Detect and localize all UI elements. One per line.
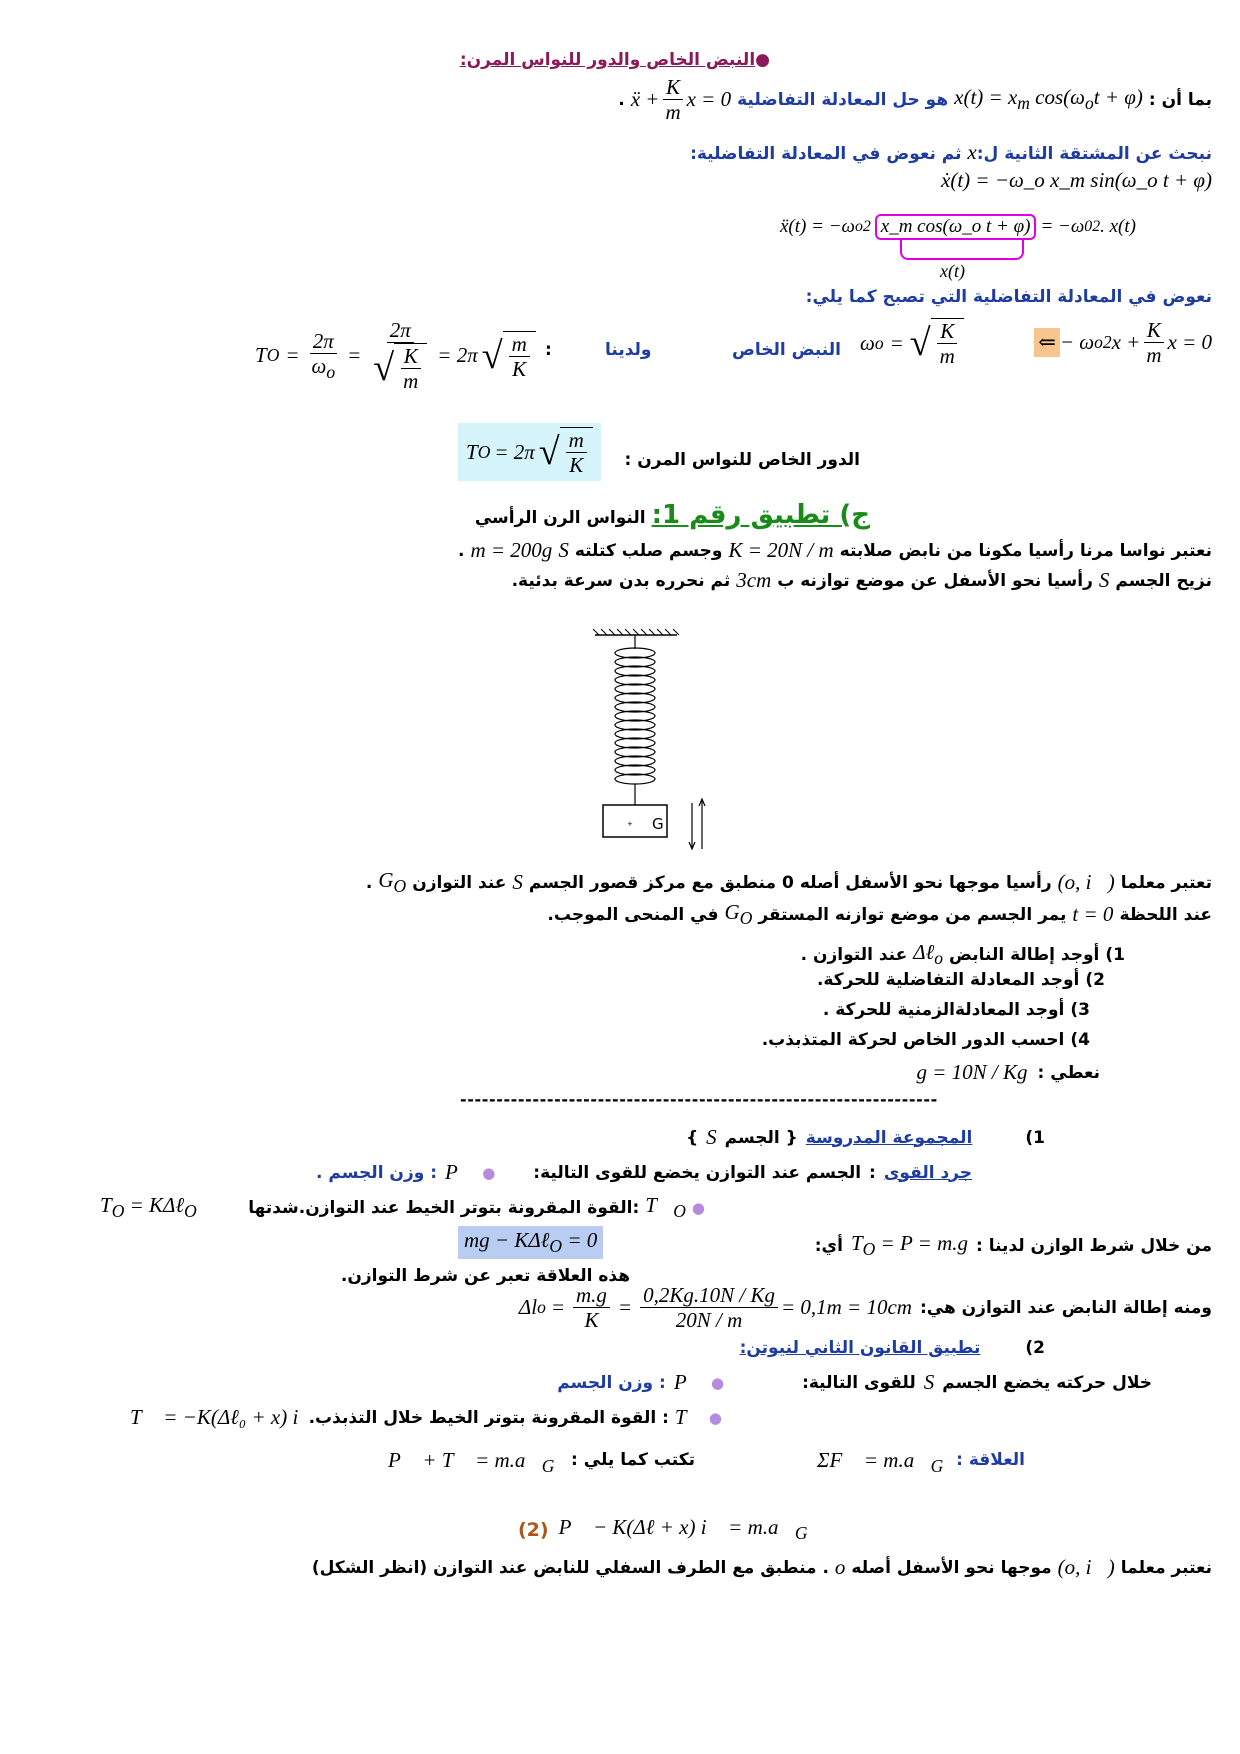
line1-dot: .	[618, 89, 625, 110]
section-heading	[460, 50, 770, 70]
forces-inventory: جرد القوى : الجسم عند التوازن يخضع للقوى التالية: ● P⃗ : وزن الجسم .	[316, 1160, 972, 1184]
brace-label: x(t)	[940, 261, 965, 281]
line1-mid: هو حل المعادلة التفاضلية	[737, 89, 949, 110]
bullet-icon: ●	[755, 50, 770, 70]
tension-motion: ● T⃗ : القوة المقرونة بتوتر الخيط خلال التذبذب.	[308, 1405, 722, 1429]
equation-2: (2) P⃗ − K(Δℓ + x) i⃗ = $m.a⃗_G$	[518, 1515, 808, 1544]
relation-label: العلاقة :	[956, 1450, 1025, 1470]
forces-motion: خلال حركته يخضع الجسم S للقوى التالية: ● P⃗ : وزن الجسم	[557, 1370, 1152, 1394]
question-4: 4) احسب الدور الخاص لحركة المتذبذب.	[761, 1030, 1090, 1050]
paragraph-4: عند اللحظة t = 0 يمر الجسم من موضع توازنه المستقر $G_O$ في المنحى الموجب.	[547, 900, 1212, 929]
colon-label: :	[545, 340, 552, 360]
question-2: 2) أوجد المعادلة التفاضلية للحركة.	[816, 970, 1105, 990]
period-label: الدور الخاص للنواس المرن :	[624, 450, 860, 470]
line-2	[690, 140, 1212, 165]
implies-arrow-icon: ⇐	[1034, 328, 1060, 357]
bullet-icon: ●	[482, 1163, 496, 1182]
paragraph-1: نعتبر نواسا مرنا رأسيا مكونا من نابض صلابته K = 20N / m وجسم صلب كتلته S m = 200g .	[458, 538, 1212, 562]
question-1: 1) أوجد إطالة النابض Δℓ$_o$ عند التوازن .	[800, 940, 1125, 969]
line-1	[618, 75, 1212, 124]
pulse-label: النبض الخاص	[732, 340, 841, 360]
equilibrium-box: mg − KΔℓ$_O$ = 0	[458, 1226, 603, 1259]
line2-text2: ثم نعوض في المعادلة التفاضلية:	[690, 144, 962, 164]
line2-var: x	[967, 140, 977, 164]
bullet-icon: ●	[691, 1198, 705, 1217]
app-subtitle: النواس الرن الرأسي	[474, 508, 646, 528]
newton-forces: P⃗ + T⃗ = $m.a⃗_G$	[388, 1448, 555, 1477]
section-1-title: 1) المجموعة المدروسة { الجسم S }	[686, 1125, 1045, 1149]
section-2-title: 2) تطبيق القانون الثاني لنيوتن:	[739, 1338, 1045, 1358]
written-as: تكتب كما يلي :	[571, 1450, 695, 1470]
newton-sum: ΣF⃗ = $m.a⃗_G$	[817, 1448, 944, 1477]
line1-text: بما أن :	[1148, 89, 1212, 110]
bullet-icon: ●	[710, 1373, 725, 1392]
wa-label: ولدينا	[605, 340, 652, 360]
line-4-equation: ⇐ − ω o 2 x + $\frac{K}{m}$ x = 0	[1034, 318, 1212, 367]
application-title	[475, 500, 870, 530]
line2-text: نبحث عن المشتقة الثانية ل:	[976, 144, 1212, 164]
tension-formula: $T_O$ = KΔℓ$_O$	[100, 1193, 197, 1222]
period-box: T O = 2π √ $\frac{m}{K}$	[458, 423, 601, 481]
paragraph-2: نزيح الجسم S رأسيا نحو الأسفل عن موضع توازنه ب 3cm ثم نحرره بدن سرعة بدئية.	[511, 568, 1212, 592]
period-derivation: T O = $\frac{2\pi}{\omega_o}$ = 2π √ $\frac{K}{m}$ = 2π √ $\frac{m}{K}$	[255, 318, 536, 393]
svg-text:+: +	[627, 820, 633, 828]
equilibrium-condition: من خلال شرط الوازن لدينا : $T_O = P = m.g$ أي:	[814, 1231, 1212, 1260]
derivative-2: ẍ(t) = −ω o 2 x_m cos(ω_o t + φ) = −ω 0 2 . x(t)	[780, 214, 1136, 240]
heading-text: النبض الخاص والدور للنواس المرن:	[459, 50, 756, 70]
separator: ------------------------------------------------------------------	[460, 1090, 938, 1109]
question-3: 3) أوجد المعادلةالزمنية للحركة .	[822, 1000, 1090, 1020]
bullet-icon: ●	[708, 1408, 722, 1427]
omega-expression: ω o = √ $\frac{K}{m}$	[860, 318, 964, 368]
derivative-1: ẋ(t) = −ω_o x_m sin(ω_o t + φ)	[941, 168, 1212, 192]
app-title-text: ج) تطبيق رقم 1:	[651, 500, 870, 530]
highlight-box: x_m cos(ω_o t + φ)	[875, 214, 1037, 240]
paragraph-final: نعتبر معلما (o, i⃗) موجها نحو الأسفل أصله o . منطبق مع الطرف السفلي للنابض عند التوازن (انظر الشكل)	[311, 1555, 1212, 1579]
equilibrium-relation: هذه العلاقة تعبر عن شرط التوازن.	[340, 1266, 630, 1286]
tension-motion-formula: T⃗ = −K(Δℓ₀ + x) i⃗	[130, 1405, 315, 1429]
paragraph-3: تعتبر معلما (o, i⃗) رأسيا موجها نحو الأسفل أصله 0 منطبق مع مركز قصور الجسم S عند التوازن $G_O$ .	[365, 868, 1212, 897]
elongation-line: ومنه إطالة النابض عند التوازن هي: Δl o = $\frac{m.g}{K}$ = $\frac{0,2Kg.10N / Kg}{20N / m}$ = 0,1m = 10cm	[518, 1283, 1212, 1333]
line1-eq1: $x(t) = x_m$ $\cos(\omega_ot + \varphi)$	[954, 85, 1143, 114]
line1-eq2: ẍ + $\frac{K}{m}$ x = 0	[630, 75, 732, 125]
mass-label: G	[652, 815, 664, 833]
line-3: نعوض في المعادلة التفاضلية التي تصبح كما يلي:	[805, 287, 1212, 307]
given-line: نعطي : g = 10N / Kg	[916, 1060, 1100, 1084]
tension-equilibrium: ● $T⃗_O$ :القوة المقرونة بتوتر الخيط عند التوازن.شدتها	[248, 1193, 705, 1222]
brace-connector	[900, 240, 1024, 260]
